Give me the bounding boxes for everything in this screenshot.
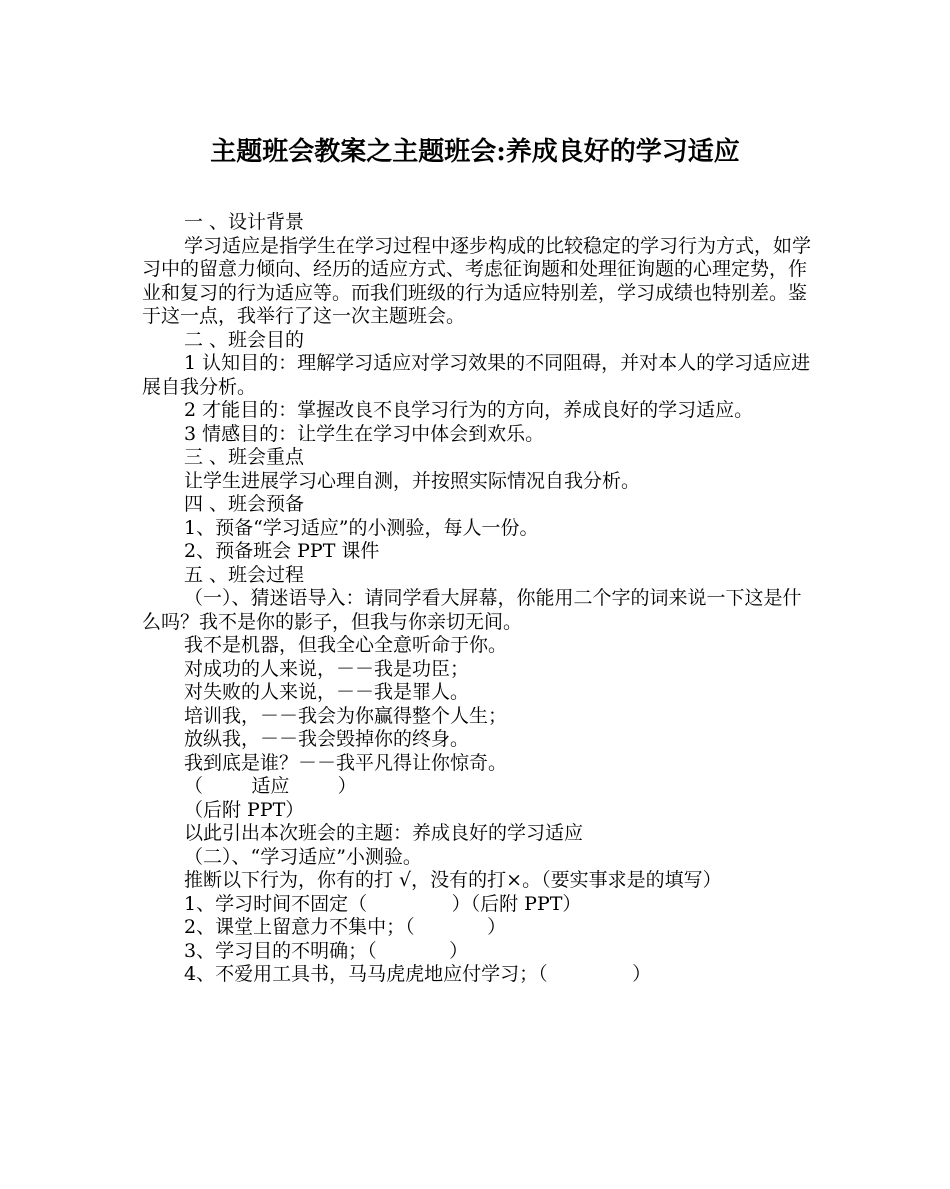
paragraph: 2 才能目的：掌握改良不良学习行为的方向，养成良好的学习适应。 (184, 399, 754, 421)
paragraph: 3、学习目的不明确；（ ） (184, 939, 469, 962)
paragraph: （一）、猜迷语导入：请同学看大屏幕，你能用二个字的词来说一下这是什么吗？我不是你的影子，但我与你亲切无间。 (142, 587, 802, 633)
paragraph: 1、学习时间不固定（ ）（后附 PPT） (184, 892, 582, 915)
paragraph: 2、课堂上留意力不集中；（ ） (184, 916, 507, 938)
document-title: 主题班会教案之主题班会:养成良好的学习适应 (210, 137, 740, 167)
paragraph: 3 情感目的：让学生在学习中体会到欢乐。 (184, 422, 545, 445)
paragraph: 1 认知目的：理解学习适应对学习效果的不同阻碍，并对本人的学习适应进展自我分析。 (142, 352, 811, 398)
paragraph: 学习适应是指学生在学习过程中逐步构成的比较稳定的学习行为方式，如学习中的留意力倾向、经历的适应方式、考虑征询题和处理征询题的心理定势，作业和复习的行为适应等。而我们班级的行为适应特别差，学习成绩也特别差。鉴于这一点，我举行了这一次主题班会。 (142, 234, 812, 327)
paragraph: 我不是机器，但我全心全意听命于你。 (184, 634, 508, 656)
paragraph: （ 适应 ） (184, 775, 357, 797)
paragraph: （二）、“学习适应”小测验。 (184, 845, 422, 868)
paragraph: 以此引出本次班会的主题：养成良好的学习适应 (184, 822, 584, 844)
paragraph: 四 、班会预备 (184, 493, 305, 515)
paragraph: 对成功的人来说，－－我是功臣； (184, 657, 470, 680)
paragraph: 1、预备“学习适应”的小测验，每人一份。 (184, 516, 539, 539)
paragraph: 三 、班会重点 (184, 446, 305, 468)
paragraph: 培训我，－－我会为你赢得整个人生； (184, 704, 508, 727)
paragraph: （后附 PPT） (184, 798, 305, 821)
paragraph: 对失败的人来说，－－我是罪人。 (184, 681, 470, 703)
document-body (142, 211, 814, 987)
paragraph: 五 、班会过程 (184, 563, 305, 586)
paragraph: 2、预备班会 PPT 课件 (184, 540, 380, 562)
paragraph: 二 、班会目的 (184, 328, 305, 351)
paragraph: 我到底是谁？－－我平凡得让你惊奇。 (184, 751, 508, 774)
paragraph: 放纵我，－－我会毁掉你的终身。 (184, 728, 470, 750)
paragraph: 推断以下行为，你有的打 √，没有的打×。（要实事求是的填写） (184, 869, 722, 891)
paragraph: 让学生进展学习心理自测，并按照实际情况自我分析。 (184, 469, 641, 492)
paragraph: 一 、设计背景 (184, 211, 305, 233)
paragraph: 4、不爱用工具书，马马虎虎地应付学习；（ ） (184, 963, 652, 985)
